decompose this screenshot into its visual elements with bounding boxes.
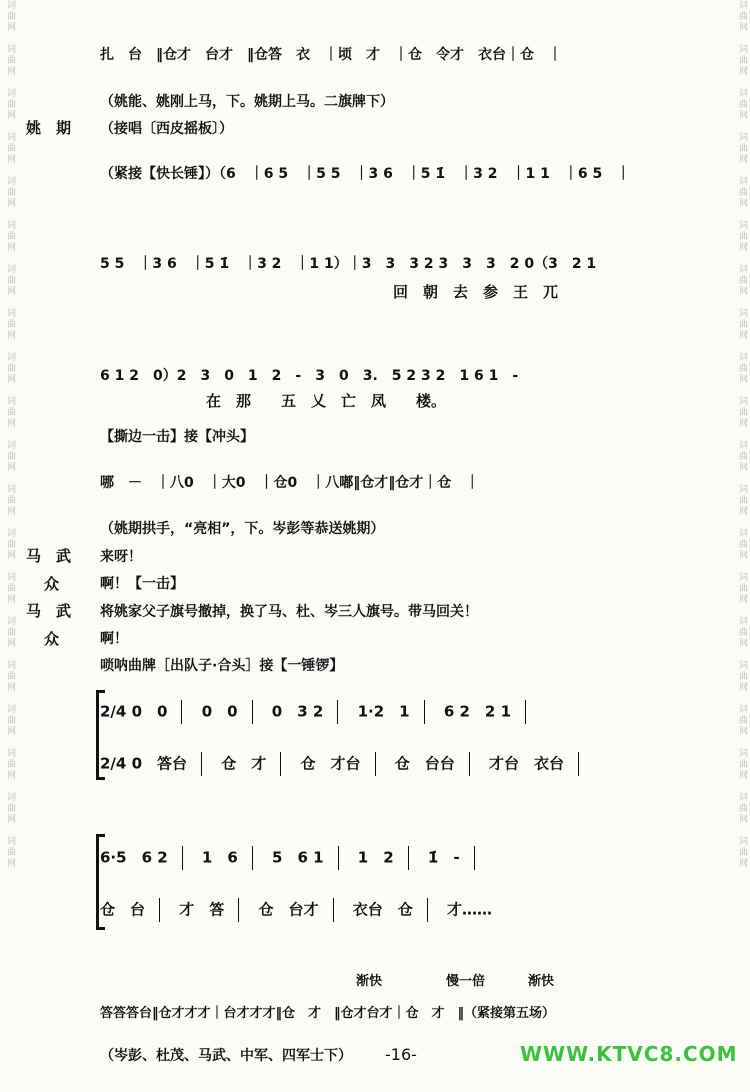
watermark-left: 词曲网 词曲网 词曲网 词曲网 词曲网 词曲网 词曲网 词曲网 词曲网 词曲网 词曲网 词曲网 词曲网 词曲网 词曲网 词曲网 词曲网 词曲网 词曲网 词曲网 bbox=[5, 0, 15, 869]
speaker-all-1: 众 bbox=[44, 575, 60, 593]
dialogue-4: 啊！ bbox=[100, 631, 128, 647]
notation-row-1: （紧接【快长锤】）（6 ｜6 5 ｜5 5 ｜3 6 ｜5 1̇ ｜3 2 ｜1 1 ｜6 5 ｜ bbox=[100, 166, 631, 182]
percussion-row-final: 答答答台‖仓才才才｜台才才才‖仓 才 ‖仓才台才｜仓 才 ‖（紧接第五场） bbox=[100, 1006, 556, 1021]
notation-row-3: 6 1 2 0）2 3 0 1 2 - 3 0 3. 5 2 3 2 1 6 1 - bbox=[100, 368, 519, 384]
site-watermark[interactable]: WWW.KTVC8.COM bbox=[520, 1042, 738, 1066]
staff-2-percussion: 仓 台 才 答 仓 台才 衣台 仓 才…… bbox=[100, 898, 720, 922]
speaker-all-2: 众 bbox=[44, 630, 60, 648]
tune-heading: 唢呐曲牌［出队子·合头］接【一锤锣】 bbox=[100, 658, 344, 674]
lyric-line-2: 在 那 五 乂 亡 凤 楼。 bbox=[206, 392, 447, 410]
dialogue-3: 将姚家父子旗号撤掉，换了马、杜、岑三人旗号。带马回关！ bbox=[100, 604, 478, 620]
footer-exit-direction: （岑彭、杜茂、马武、中军、四军士下） bbox=[100, 1048, 352, 1064]
speaker-mawu-1: 马 武 bbox=[26, 547, 72, 565]
staff-1-percussion: 2/4 0 答台 仓 才 仓 才台 仓 台台 才台 衣台 bbox=[100, 752, 720, 776]
speaker-mawu-2: 马 武 bbox=[26, 602, 72, 620]
watermark-right: 词曲网 词曲网 词曲网 词曲网 词曲网 词曲网 词曲网 词曲网 词曲网 词曲网 词曲网 词曲网 词曲网 词曲网 词曲网 词曲网 词曲网 词曲网 词曲网 词曲网 bbox=[737, 0, 747, 869]
percussion-row-2: 哪 － ｜八0 ｜大0 ｜仓0 ｜八嘟‖仓才‖仓才｜仓 ｜ bbox=[100, 475, 480, 491]
notation-row-2: 5 5 ｜3 6 ｜5 1̇ ｜3 2 ｜1 1）｜3 3 3 2 3 3 3 2 0（3 2 1 bbox=[100, 256, 597, 272]
tempo-mark-2: 慢一倍 bbox=[446, 974, 486, 989]
tempo-mark-1: 渐快 bbox=[356, 974, 383, 989]
dialogue-2: 啊！【一击】 bbox=[100, 576, 184, 592]
staff-1-melody: 2/4 0 0 0 0 0 3 2 1·2 1 6 2 2 1 bbox=[100, 700, 720, 724]
percussion-row-1: 扎 台 ‖仓才 台才 ‖仓答 衣 ｜顷 才 ｜仓 令才 衣台｜仓 ｜ bbox=[100, 47, 562, 63]
page-number: -16- bbox=[385, 1045, 417, 1064]
tempo-mark-3: 渐快 bbox=[528, 974, 555, 989]
dialogue-1: 来呀！ bbox=[100, 549, 142, 565]
stage-direction-1: （姚能、姚刚上马，下。姚期上马。二旗牌下） bbox=[100, 94, 394, 110]
singing-note: （接唱〔西皮摇板〕） bbox=[100, 121, 233, 137]
percussion-heading: 【撕边一击】接【冲头】 bbox=[100, 429, 254, 445]
staff-2-melody: 6·5 6 2 1 6 5 6 1 1 2 1̇ - bbox=[100, 846, 720, 870]
lyric-line-1: 回 朝 去 参 王 兀 bbox=[393, 283, 559, 301]
stage-direction-2: （姚期拱手，“亮相”，下。岑彭等恭送姚期） bbox=[100, 521, 385, 537]
speaker-yaoqi: 姚 期 bbox=[26, 119, 72, 137]
